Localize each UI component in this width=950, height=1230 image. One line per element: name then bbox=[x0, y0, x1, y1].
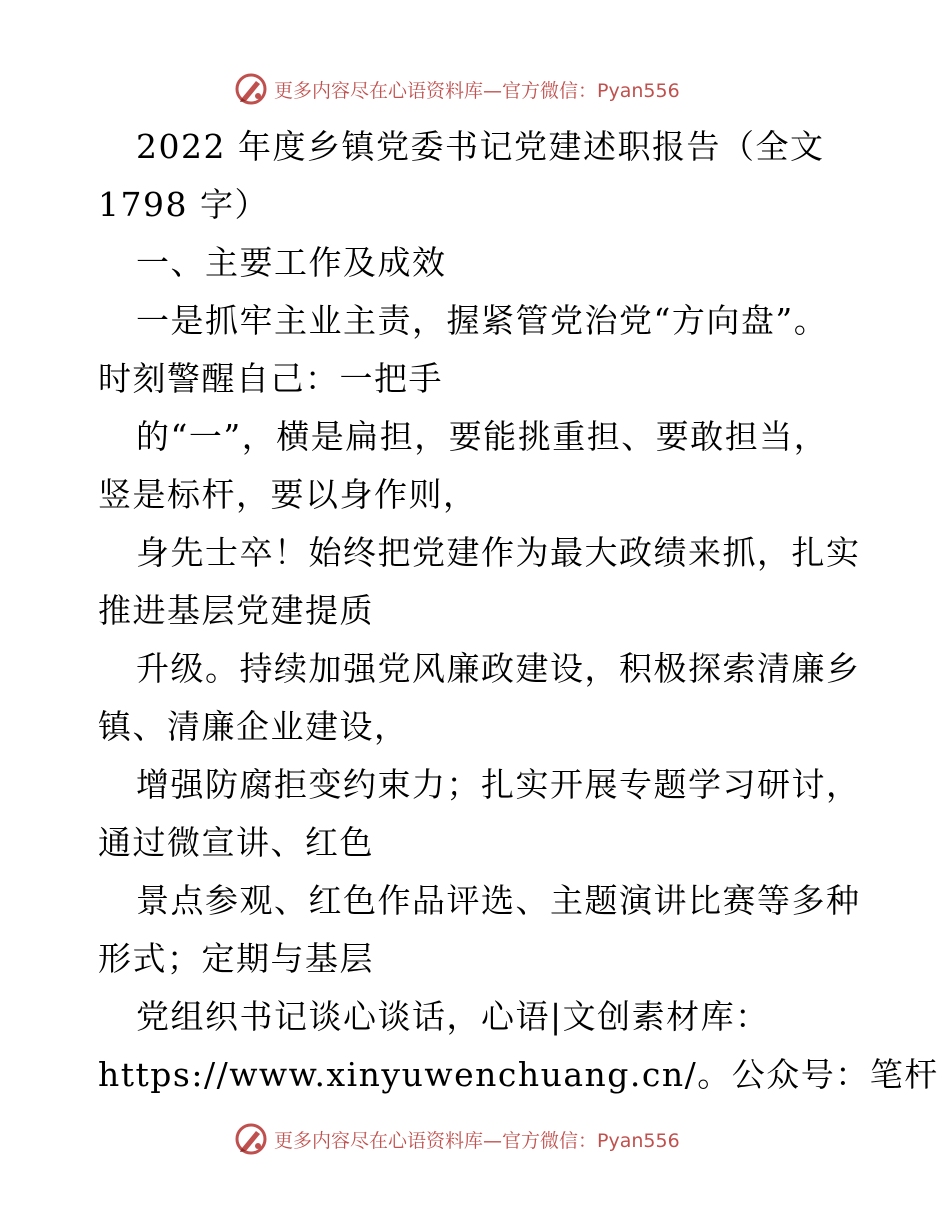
paragraph-line: 身先士卒！始终把党建作为最大政绩来抓，扎实 bbox=[136, 533, 861, 572]
paragraph-line: 镇、清廉企业建设， bbox=[98, 707, 409, 746]
paragraph-line: 时刻警醒自己：一把手 bbox=[98, 359, 443, 398]
pen-logo-icon bbox=[234, 72, 268, 106]
header-watermark bbox=[234, 72, 680, 106]
paragraph-line: 推进基层党建提质 bbox=[98, 591, 374, 630]
title-line-2: 1798 字） bbox=[98, 185, 269, 224]
paragraph-line: 升级。持续加强党风廉政建设，积极探索清廉乡 bbox=[136, 649, 861, 688]
paragraph-line: 一是抓牢主业主责，握紧管党治党“方向盘”。 bbox=[136, 301, 829, 340]
paragraph-line: 增强防腐拒变约束力；扎实开展专题学习研讨， bbox=[136, 765, 861, 804]
pen-logo-icon bbox=[234, 1122, 268, 1156]
document-body bbox=[98, 118, 939, 1104]
paragraph-line: 竖是标杆，要以身作则， bbox=[98, 475, 478, 514]
title-line-1: 2022 年度乡镇党委书记党建述职报告（全文 bbox=[136, 127, 825, 166]
footer-watermark bbox=[234, 1122, 680, 1156]
paragraph-line: 形式；定期与基层 bbox=[98, 939, 374, 978]
paragraph-line: 景点参观、红色作品评选、主题演讲比赛等多种 bbox=[136, 881, 861, 920]
paragraph-line: 的“一”，横是扁担，要能挑重担、要敢担当， bbox=[136, 417, 829, 456]
watermark-text: 更多内容尽在心语资料库—官方微信：Pyan556 bbox=[274, 1129, 680, 1152]
watermark-text: 更多内容尽在心语资料库—官方微信：Pyan556 bbox=[274, 79, 680, 102]
section-heading: 一、主要工作及成效 bbox=[136, 243, 447, 282]
url-line: https://www.xinyuwenchuang.cn/。公众号：笔杆 bbox=[98, 1055, 939, 1094]
paragraph-line: 通过微宣讲、红色 bbox=[98, 823, 374, 862]
paragraph-line: 党组织书记谈心谈话，心语|文创素材库： bbox=[136, 997, 770, 1036]
